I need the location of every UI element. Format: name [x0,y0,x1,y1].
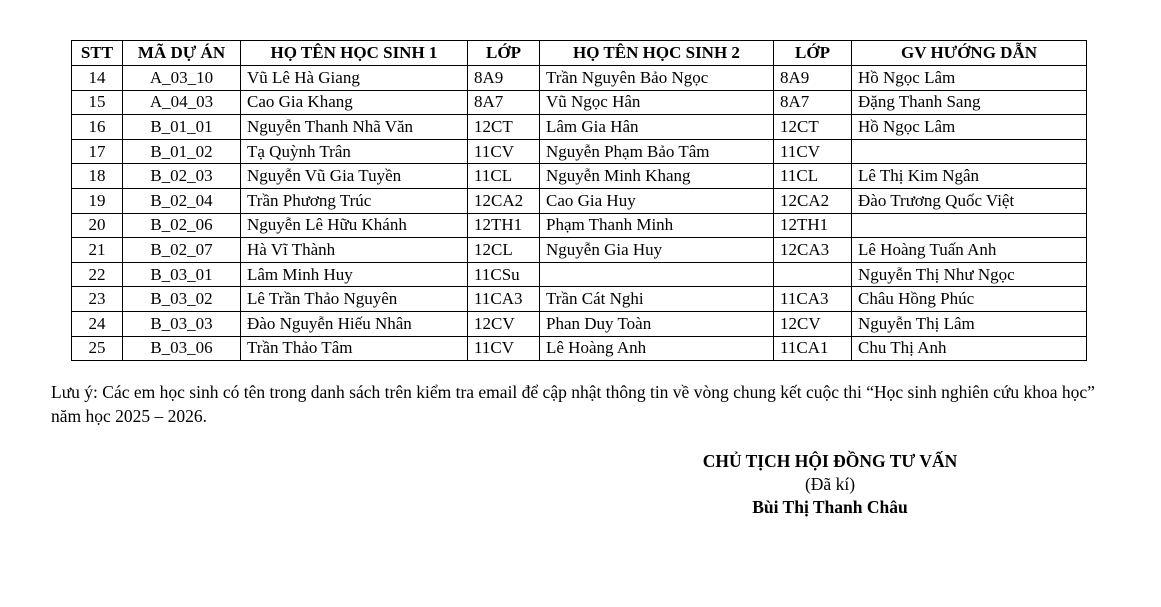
cell-class-1: 12CL [468,238,540,263]
cell-class-1: 11CV [468,336,540,361]
header-student-2: HỌ TÊN HỌC SINH 2 [540,41,774,66]
cell-advisor: Chu Thị Anh [852,336,1087,361]
cell-student-1: Nguyễn Thanh Nhã Văn [241,115,468,140]
note-text: Lưu ý: Các em học sinh có tên trong danh sách trên kiểm tra email để cập nhật thông tin về vòng chung kết cuộc thi “Học sinh nghiên cứu khoa học” năm học 2025 – 2026. [51,382,1095,426]
header-student-1: HỌ TÊN HỌC SINH 1 [241,41,468,66]
table-row [72,188,1087,213]
cell-student-1: Nguyễn Vũ Gia Tuyền [241,164,468,189]
cell-student-2: Lê Hoàng Anh [540,336,774,361]
table-body [72,66,1087,361]
cell-project-code: A_03_10 [123,66,241,91]
cell-advisor: Đặng Thanh Sang [852,90,1087,115]
cell-student-2: Phan Duy Toàn [540,311,774,336]
cell-advisor: Lê Thị Kim Ngân [852,164,1087,189]
cell-class-1: 11CSu [468,262,540,287]
cell-student-2: Lâm Gia Hân [540,115,774,140]
table-row [72,262,1087,287]
cell-class-2: 12CA2 [774,188,852,213]
cell-project-code: B_02_07 [123,238,241,263]
cell-advisor: Hồ Ngọc Lâm [852,66,1087,91]
cell-class-2 [774,262,852,287]
cell-project-code: B_03_03 [123,311,241,336]
table-row [72,66,1087,91]
cell-advisor: Nguyễn Thị Lâm [852,311,1087,336]
cell-student-2: Trần Nguyên Bảo Ngọc [540,66,774,91]
cell-student-2: Nguyễn Phạm Bảo Tâm [540,139,774,164]
cell-advisor: Đào Trương Quốc Việt [852,188,1087,213]
cell-class-2: 12CT [774,115,852,140]
table-row [72,164,1087,189]
cell-stt: 18 [72,164,123,189]
table-row [72,311,1087,336]
table-row [72,336,1087,361]
cell-project-code: B_01_01 [123,115,241,140]
cell-project-code: B_03_02 [123,287,241,312]
cell-student-1: Đào Nguyễn Hiếu Nhân [241,311,468,336]
cell-project-code: B_03_06 [123,336,241,361]
cell-student-2: Nguyễn Gia Huy [540,238,774,263]
cell-stt: 14 [72,66,123,91]
header-project-code: MÃ DỰ ÁN [123,41,241,66]
signature-name: Bùi Thị Thanh Châu [752,497,908,517]
table-row [72,139,1087,164]
cell-class-1: 11CL [468,164,540,189]
cell-class-1: 12TH1 [468,213,540,238]
cell-student-1: Tạ Quỳnh Trân [241,139,468,164]
signature-title: CHỦ TỊCH HỘI ĐỒNG TƯ VẤN [702,451,958,471]
cell-stt: 20 [72,213,123,238]
header-class-2: LỚP [774,41,852,66]
table-row [72,90,1087,115]
table-row [72,238,1087,263]
cell-student-2: Vũ Ngọc Hân [540,90,774,115]
cell-class-2: 12CA3 [774,238,852,263]
cell-student-1: Vũ Lê Hà Giang [241,66,468,91]
header-advisor: GV HƯỚNG DẪN [852,41,1087,66]
cell-stt: 21 [72,238,123,263]
cell-student-2: Trần Cát Nghi [540,287,774,312]
cell-stt: 24 [72,311,123,336]
signature-block [630,450,1030,519]
cell-class-1: 8A7 [468,90,540,115]
cell-class-2: 8A7 [774,90,852,115]
cell-student-1: Trần Thảo Tâm [241,336,468,361]
cell-class-1: 12CV [468,311,540,336]
cell-advisor [852,139,1087,164]
cell-class-1: 12CT [468,115,540,140]
cell-project-code: B_02_04 [123,188,241,213]
cell-class-2: 11CA1 [774,336,852,361]
cell-student-1: Lâm Minh Huy [241,262,468,287]
cell-stt: 16 [72,115,123,140]
signature-status: (Đã kí) [804,474,856,494]
cell-project-code: B_02_06 [123,213,241,238]
cell-project-code: B_02_03 [123,164,241,189]
cell-stt: 23 [72,287,123,312]
cell-stt: 25 [72,336,123,361]
cell-student-1: Cao Gia Khang [241,90,468,115]
table-header [72,41,1087,66]
cell-class-2: 11CA3 [774,287,852,312]
cell-class-2: 8A9 [774,66,852,91]
cell-class-1: 12CA2 [468,188,540,213]
project-roster-table [71,40,1087,361]
cell-advisor: Lê Hoàng Tuấn Anh [852,238,1087,263]
cell-class-2: 12TH1 [774,213,852,238]
header-row [72,41,1087,66]
cell-advisor: Nguyễn Thị Như Ngọc [852,262,1087,287]
header-class-1: LỚP [468,41,540,66]
table-row [72,115,1087,140]
cell-student-2 [540,262,774,287]
cell-student-1: Hà Vĩ Thành [241,238,468,263]
cell-stt: 19 [72,188,123,213]
cell-advisor: Hồ Ngọc Lâm [852,115,1087,140]
cell-class-2: 12CV [774,311,852,336]
cell-student-2: Phạm Thanh Minh [540,213,774,238]
cell-student-2: Cao Gia Huy [540,188,774,213]
cell-project-code: A_04_03 [123,90,241,115]
cell-student-1: Nguyễn Lê Hữu Khánh [241,213,468,238]
cell-stt: 15 [72,90,123,115]
cell-student-1: Trần Phương Trúc [241,188,468,213]
cell-student-1: Lê Trần Thảo Nguyên [241,287,468,312]
cell-project-code: B_01_02 [123,139,241,164]
cell-class-1: 8A9 [468,66,540,91]
cell-advisor: Châu Hồng Phúc [852,287,1087,312]
header-stt: STT [72,41,123,66]
cell-advisor [852,213,1087,238]
cell-stt: 22 [72,262,123,287]
cell-class-2: 11CV [774,139,852,164]
table-row [72,213,1087,238]
table-row [72,287,1087,312]
cell-class-1: 11CV [468,139,540,164]
cell-stt: 17 [72,139,123,164]
cell-class-1: 11CA3 [468,287,540,312]
cell-project-code: B_03_01 [123,262,241,287]
cell-student-2: Nguyễn Minh Khang [540,164,774,189]
cell-class-2: 11CL [774,164,852,189]
